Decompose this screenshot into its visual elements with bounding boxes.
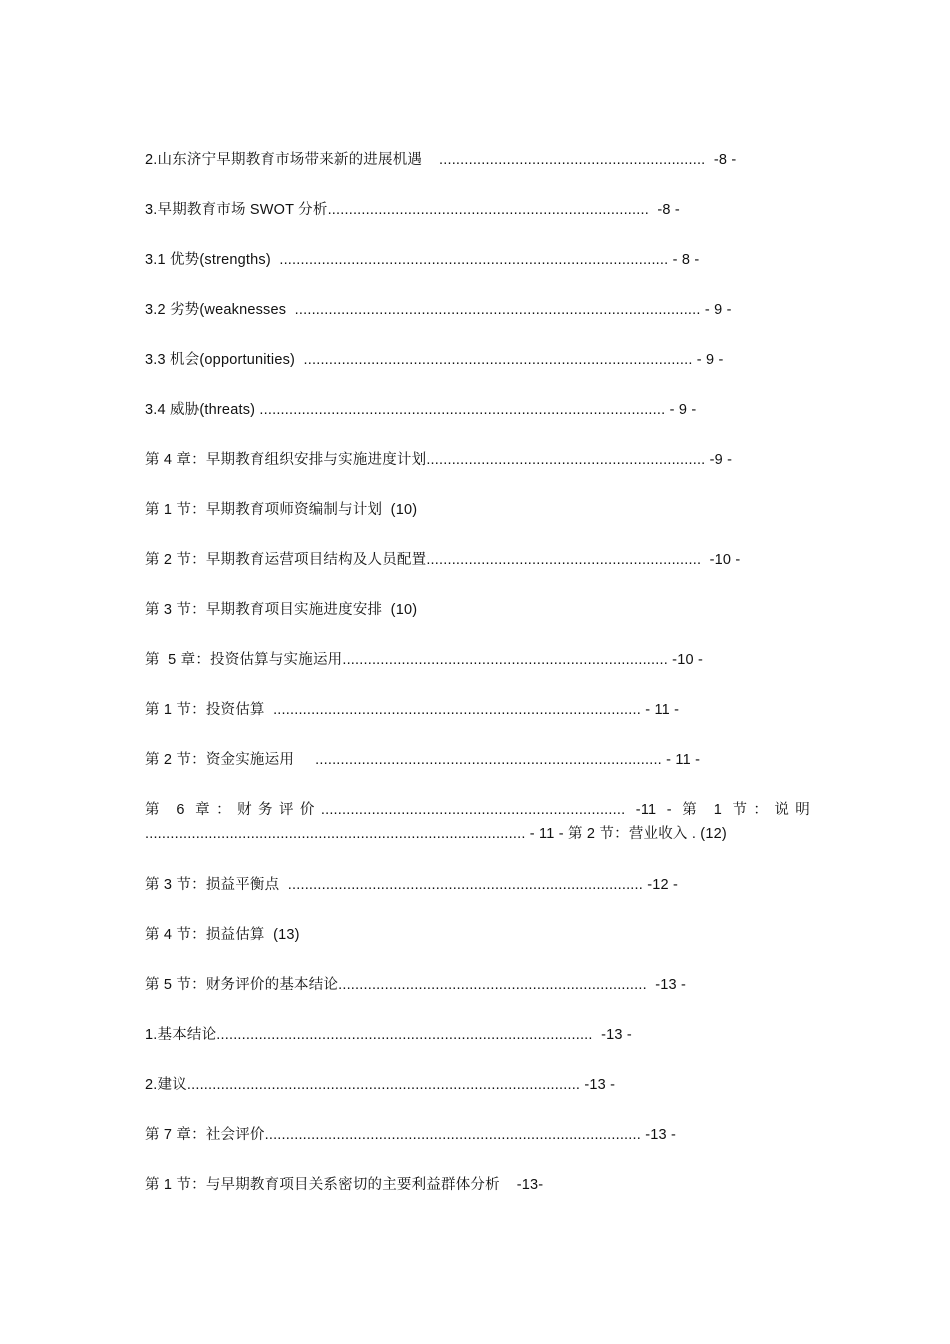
toc-entry[interactable]: 第 4 节：损益估算 (13) xyxy=(145,927,300,943)
toc-entry[interactable]: 1.基本结论......................................................................................... -13 - xyxy=(145,1027,632,1043)
toc-entry[interactable]: 第 6 章：财务评价........................................................................ -11 - 第 1 节：说明 .......................................................................................... - 11 - 第 2 节：营业收入 . (12) xyxy=(145,802,810,842)
toc-entry[interactable]: 第 1 节：早期教育项师资编制与计划 (10) xyxy=(145,502,418,518)
toc-entry[interactable]: 第 1 节：与早期教育项目关系密切的主要利益群体分析 -13- xyxy=(145,1177,544,1193)
toc-entry[interactable]: 第 3 节：早期教育项目实施进度安排 (10) xyxy=(145,602,418,618)
toc-entry[interactable]: 3.1 优势(strengths) ............................................................................................ - 8 - xyxy=(145,252,700,268)
toc-entry[interactable]: 第 4 章：早期教育组织安排与实施进度计划.................................................................. -9 - xyxy=(145,452,733,468)
toc-entry[interactable]: 第 1 节：投资估算 ....................................................................................... - 11 - xyxy=(145,702,680,718)
toc-entry[interactable]: 2.山东济宁早期教育市场带来新的进展机遇 ............................................................... -8 - xyxy=(145,152,737,168)
toc-entry[interactable]: 3.3 机会(opportunities) ............................................................................................ - 9 - xyxy=(145,352,724,368)
toc-entry[interactable]: 第 7 章：社会评价......................................................................................... -13 - xyxy=(145,1127,677,1143)
toc-entry[interactable]: 2.建议............................................................................................. -13 - xyxy=(145,1077,616,1093)
toc-entry[interactable]: 第 2 节：早期教育运营项目结构及人员配置................................................................. -10 - xyxy=(145,552,741,568)
toc-entry[interactable]: 第 5 章：投资估算与实施运用............................................................................. -10 - xyxy=(145,652,703,668)
toc-entry[interactable]: 3.早期教育市场 SWOT 分析............................................................................ -8 - xyxy=(145,202,680,218)
toc-entry[interactable]: 3.4 威胁(threats) ................................................................................................ - 9 - xyxy=(145,402,697,418)
toc-entry[interactable]: 第 2 节：资金实施运用 .................................................................................. - 11 - xyxy=(145,752,701,768)
toc-entry[interactable]: 第 3 节：损益平衡点 .................................................................................... -12 - xyxy=(145,877,679,893)
toc-entry[interactable]: 3.2 劣势(weaknesses ................................................................................................ - 9 - xyxy=(145,302,732,318)
toc-entry[interactable]: 第 5 节：财务评价的基本结论......................................................................... -13 - xyxy=(145,977,687,993)
